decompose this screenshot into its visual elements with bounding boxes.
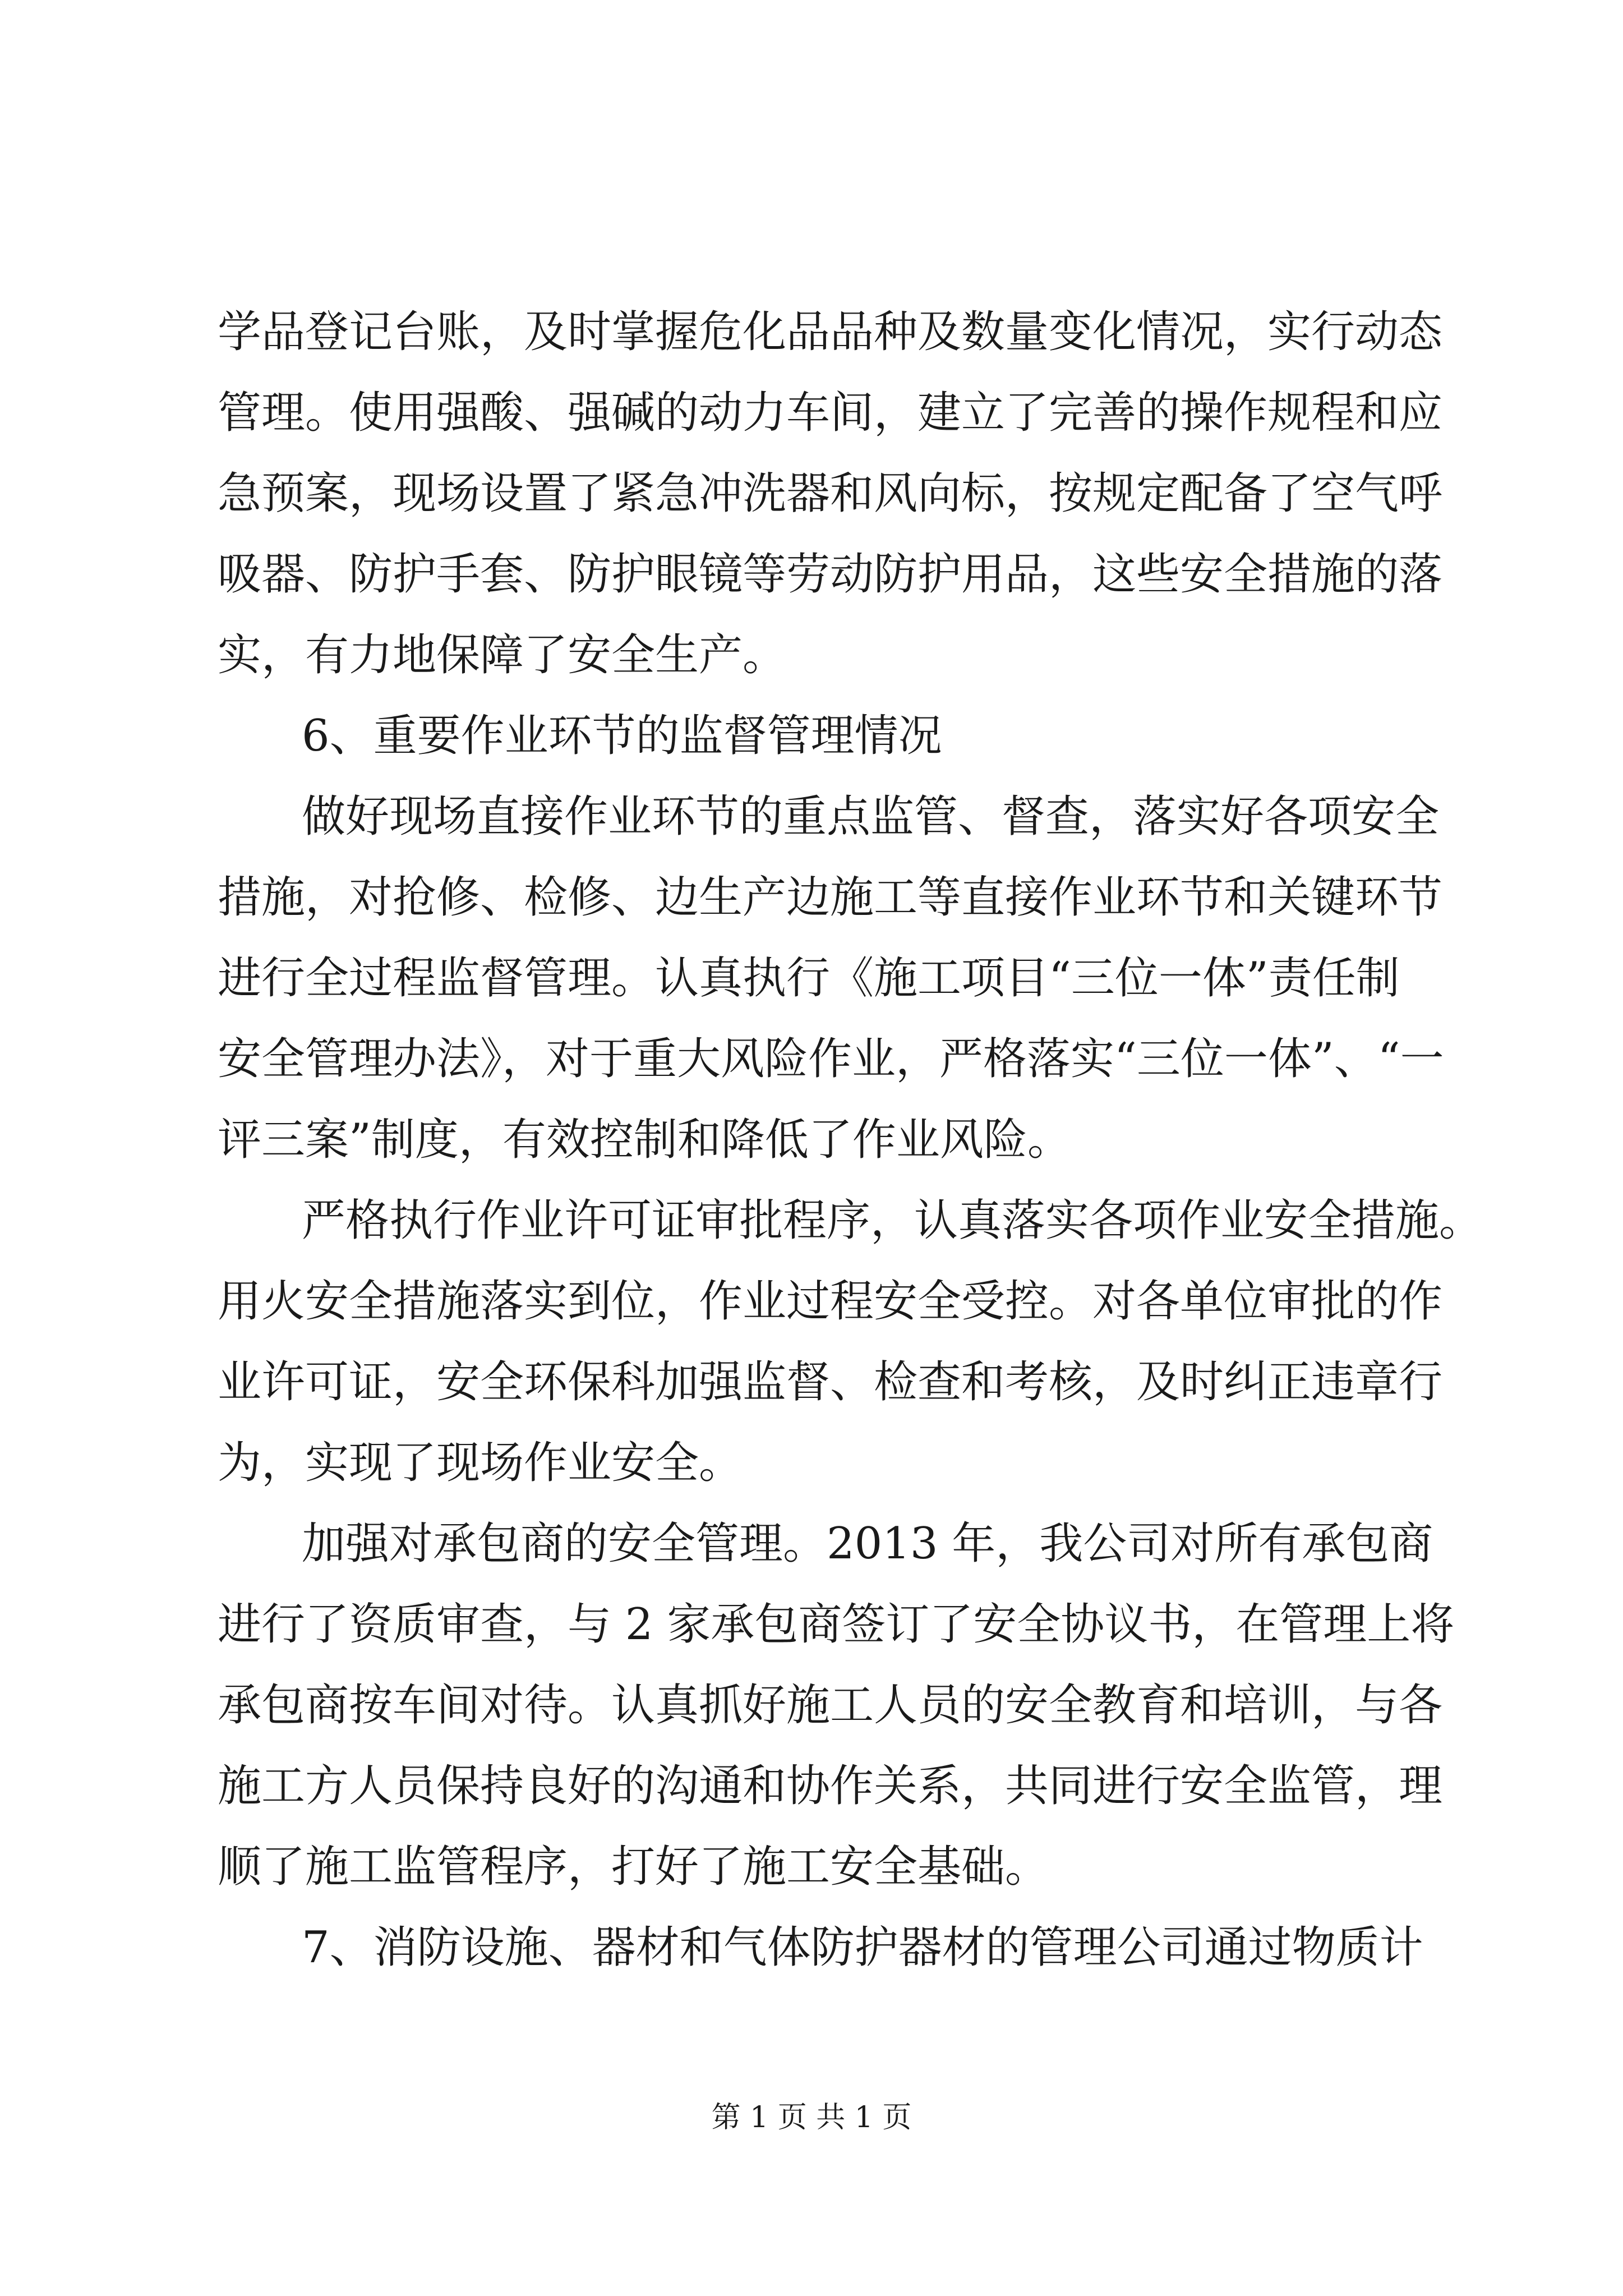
text-line: 进行了资质审查，与 2 家承包商签订了安全协议书，在管理上将 [218, 1599, 1455, 1650]
text-line: 顺了施工监管程序，打好了施工安全基础。 [218, 1842, 1049, 1892]
text-line: 评三案”制度，有效控制和降低了作业风险。 [218, 1115, 1071, 1165]
text-line: 业许可证，安全环保科加强监督、检查和考核，及时纠正违章行 [218, 1357, 1443, 1407]
text-line: 安全管理办法》，对于重大风险作业，严格落实“三位一体”、“一 [218, 1034, 1444, 1084]
text-line: 管理。使用强酸、强碱的动力车间，建立了完善的操作规程和应 [218, 388, 1443, 438]
text-line: 吸器、防护手套、防护眼镜等劳动防护用品，这些安全措施的落 [218, 549, 1443, 600]
text-line: 措施，对抢修、检修、边生产边施工等直接作业环节和关键环节 [218, 872, 1443, 923]
text-line: 施工方人员保持良好的沟通和协作关系，共同进行安全监管，理 [218, 1761, 1443, 1811]
text-line: 严格执行作业许可证审批程序，认真落实各项作业安全措施。 [302, 1195, 1483, 1246]
text-line: 实，有力地保障了安全生产。 [218, 630, 787, 680]
text-line: 做好现场直接作业环节的重点监管、督查，落实好各项安全 [302, 792, 1440, 842]
text-line: 承包商按车间对待。认真抓好施工人员的安全教育和培训，与各 [218, 1680, 1443, 1731]
text-line: 进行全过程监督管理。认真执行《施工项目“三位一体”责任制 [218, 953, 1400, 1004]
text-line: 学品登记台账，及时掌握危化品品种及数量变化情况，实行动态 [218, 307, 1443, 357]
text-line: 加强对承包商的安全管理。2013 年，我公司对所有承包商 [302, 1519, 1433, 1569]
text-line: 为，实现了现场作业安全。 [218, 1438, 743, 1488]
section-heading: 7、消防设施、器材和气体防护器材的管理公司通过物质计 [302, 1922, 1423, 1973]
text-line: 急预案，现场设置了紧急冲洗器和风向标，按规定配备了空气呼 [218, 468, 1443, 519]
page-number-footer: 第 1 页 共 1 页 [711, 2101, 912, 2134]
text-line: 用火安全措施落实到位，作业过程安全受控。对各单位审批的作 [218, 1276, 1443, 1327]
document-body [218, 292, 1483, 1988]
section-heading: 6、重要作业环节的监督管理情况 [302, 711, 942, 761]
